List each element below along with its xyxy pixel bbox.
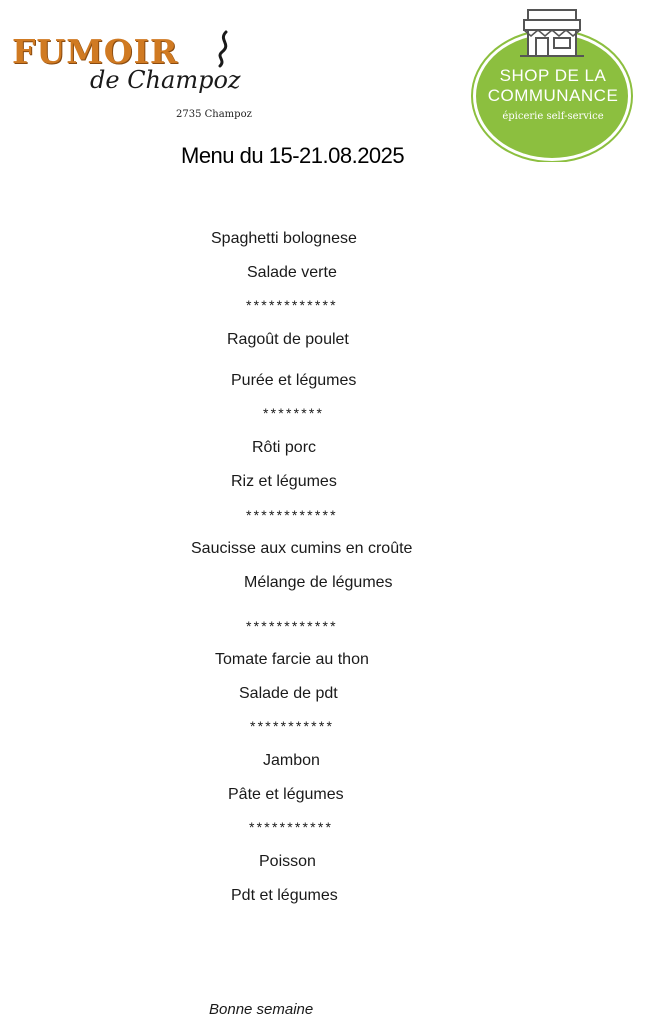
menu-item-main: Saucisse aux cumins en croûte	[191, 540, 413, 557]
menu-item-main: Jambon	[263, 752, 320, 769]
menu-item-side: Pdt et légumes	[231, 887, 338, 904]
menu-item-side: Purée et légumes	[231, 372, 357, 389]
menu-item-side: Salade de pdt	[239, 685, 338, 702]
menu-item-main: Spaghetti bolognese	[211, 230, 357, 247]
separator: ************	[246, 297, 338, 313]
shop-logo	[470, 6, 636, 162]
menu-item-main: Tomate farcie au thon	[215, 651, 369, 668]
menu-item-main: Poisson	[259, 853, 316, 870]
menu-item-main: Rôti porc	[252, 439, 317, 456]
separator: ***********	[250, 718, 335, 734]
separator: ********	[263, 405, 325, 421]
menu-item-main: Ragoût de poulet	[227, 331, 349, 348]
fumoir-logo	[12, 32, 242, 112]
fumoir-logo-word: FUMOIR	[12, 32, 179, 71]
page-title: Menu du 15-21.08.2025	[181, 143, 405, 168]
menu-item-side: Mélange de légumes	[244, 574, 393, 591]
shop-logo-line2: COMMUNANCE	[487, 86, 619, 105]
menu-item-side: Pâte et légumes	[228, 786, 344, 803]
smoke-icon	[212, 30, 236, 70]
shop-logo-line1: SHOP DE LA	[499, 66, 607, 85]
menu-item-side: Riz et légumes	[231, 473, 337, 490]
shop-logo-line3: épicerie self-service	[502, 111, 604, 122]
separator: ************	[246, 507, 338, 523]
footer-greeting: Bonne semaine	[209, 1001, 314, 1018]
fumoir-logo-subtitle: de Champoz	[90, 66, 241, 94]
locality: 2735 Champoz	[176, 109, 252, 120]
separator: ***********	[249, 819, 334, 835]
separator: ************	[246, 618, 338, 634]
menu-item-side: Salade verte	[247, 264, 337, 281]
